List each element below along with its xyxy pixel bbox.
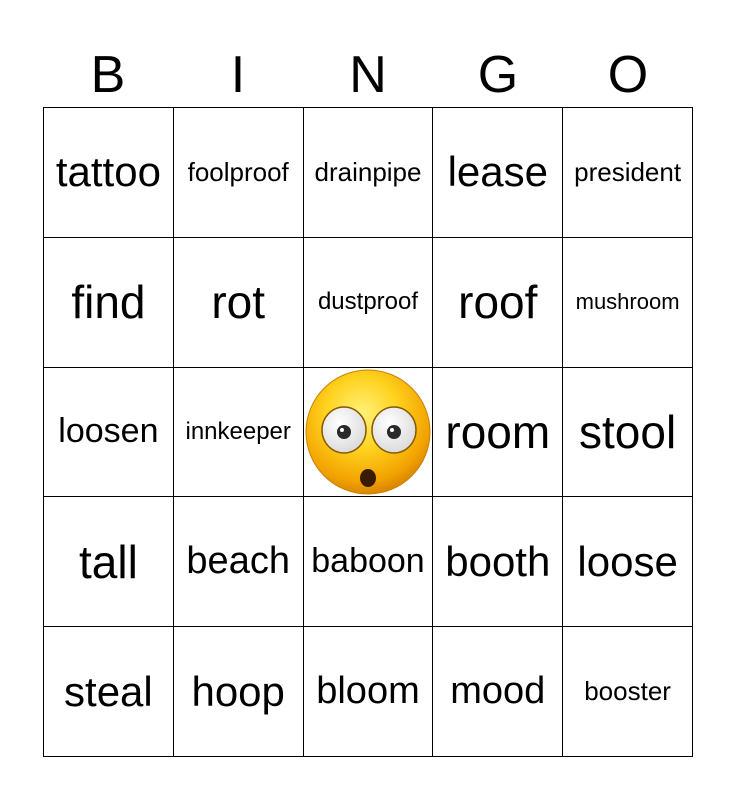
cell-word: drainpipe [314, 156, 422, 187]
bingo-cell[interactable] [433, 497, 563, 627]
cell-word: rot [211, 276, 266, 329]
cell-word: bloom [316, 670, 420, 713]
cell-word: booster [584, 676, 671, 707]
bingo-cell[interactable] [433, 627, 563, 757]
bingo-cell[interactable] [563, 497, 693, 627]
bingo-header [43, 44, 693, 106]
cell-word: beach [186, 540, 290, 583]
free-space-cell[interactable] [304, 368, 434, 498]
bingo-cell[interactable] [563, 368, 693, 498]
bingo-cell[interactable] [304, 627, 434, 757]
cell-word: roof [458, 276, 538, 329]
bingo-board [43, 107, 693, 757]
bingo-cell[interactable] [563, 108, 693, 238]
bingo-cell[interactable] [174, 497, 304, 627]
cell-word: steal [64, 667, 153, 715]
header-letter-b: B [90, 46, 126, 104]
cell-word: mood [450, 670, 546, 713]
bingo-cell[interactable] [174, 238, 304, 368]
cell-word: lease [447, 148, 548, 196]
cell-word: tattoo [55, 148, 161, 196]
cell-word: baboon [311, 542, 425, 581]
bingo-cell[interactable] [433, 108, 563, 238]
bingo-cell[interactable] [433, 238, 563, 368]
cell-word: stool [579, 405, 677, 458]
cell-word: foolproof [187, 156, 289, 187]
cell-word: president [574, 156, 682, 187]
bingo-cell[interactable] [304, 108, 434, 238]
cell-word: innkeeper [185, 417, 291, 445]
bingo-cell[interactable] [304, 497, 434, 627]
cell-word: mushroom [575, 289, 680, 315]
bingo-cell[interactable] [44, 238, 174, 368]
bingo-cell[interactable] [563, 238, 693, 368]
bingo-cell[interactable] [44, 368, 174, 498]
bingo-cell[interactable] [433, 368, 563, 498]
header-letter-n: N [349, 46, 387, 104]
cell-word: room [445, 405, 551, 458]
bingo-cell[interactable] [44, 627, 174, 757]
bingo-cell[interactable] [44, 108, 174, 238]
bingo-cell[interactable] [174, 627, 304, 757]
surprised-face-emoji-icon [304, 368, 432, 496]
bingo-cell[interactable] [174, 108, 304, 238]
cell-word: tall [78, 535, 138, 588]
cell-word: dustproof [317, 288, 419, 316]
bingo-cell[interactable] [44, 497, 174, 627]
cell-word: hoop [191, 667, 285, 715]
cell-word: loose [577, 537, 678, 585]
header-letter-g: G [477, 46, 519, 104]
cell-word: find [71, 276, 146, 329]
header-letter-i: I [230, 46, 246, 104]
bingo-cell[interactable] [304, 238, 434, 368]
bingo-cell[interactable] [563, 627, 693, 757]
header-letter-o: O [607, 46, 649, 104]
cell-word: loosen [58, 412, 159, 451]
bingo-cell[interactable] [174, 368, 304, 498]
cell-word: booth [445, 537, 551, 585]
